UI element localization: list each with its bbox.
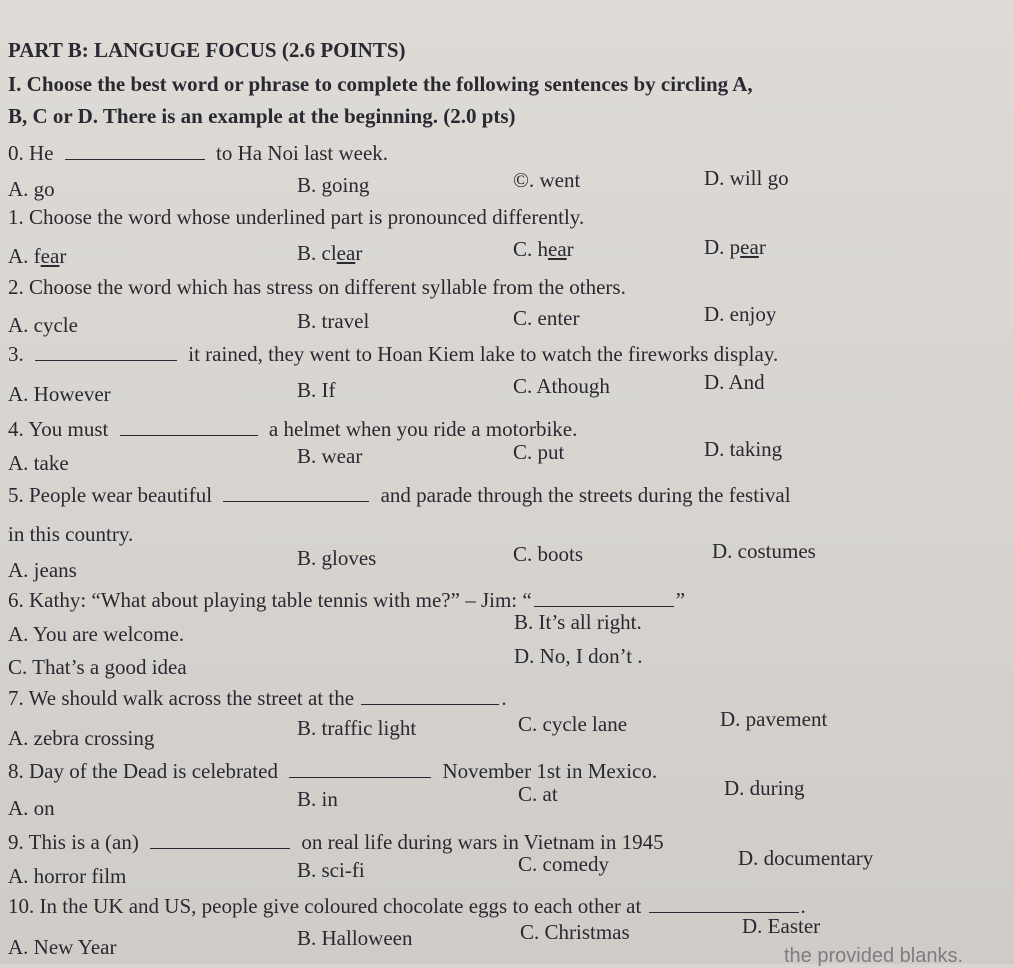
option-10-b[interactable]: B. Halloween xyxy=(297,926,413,950)
option-3-a[interactable]: A. However xyxy=(8,382,111,406)
option-5-c[interactable]: C. boots xyxy=(513,542,584,566)
option-6-a[interactable]: A. You are welcome. xyxy=(8,622,185,646)
option-9-c[interactable]: C. comedy xyxy=(518,852,609,876)
option-8-c[interactable]: C. at xyxy=(518,782,558,806)
option-1-d[interactable] xyxy=(704,235,766,259)
question-10-pre: 10. In the UK and US, people give coloured chocolate eggs to each other at xyxy=(8,894,642,918)
question-5-pre: 5. People wear beautiful xyxy=(8,483,213,507)
part-title: PART B: LANGUGE FOCUS (2.6 POINTS) xyxy=(8,38,406,62)
option-9-a[interactable]: A. horror film xyxy=(8,864,127,888)
question-9 xyxy=(8,830,664,854)
option-5-b[interactable]: B. gloves xyxy=(297,546,377,570)
question-7-pre: 7. We should walk across the street at the xyxy=(8,686,355,710)
option-2-a[interactable]: A. cycle xyxy=(8,313,78,337)
answer-blank-9[interactable] xyxy=(150,830,290,849)
option-10-a[interactable]: A. New Year xyxy=(8,935,117,959)
option-4-d[interactable]: D. taking xyxy=(704,437,783,461)
question-6 xyxy=(8,588,685,612)
question-7 xyxy=(8,686,507,710)
option-7-b[interactable]: B. traffic light xyxy=(297,716,417,740)
question-5-line-2: in this country. xyxy=(8,522,134,546)
question-3-pre: 3. xyxy=(8,342,24,366)
question-0 xyxy=(8,141,388,165)
option-10-c[interactable]: C. Christmas xyxy=(520,920,630,944)
question-8-post: November 1st in Mexico. xyxy=(442,759,658,783)
option-9-b[interactable]: B. sci-fi xyxy=(297,858,365,882)
option-1-c-post: r xyxy=(566,237,574,261)
question-8-pre: 8. Day of the Dead is celebrated xyxy=(8,759,278,783)
option-1-a[interactable] xyxy=(8,244,66,268)
option-2-b[interactable]: B. travel xyxy=(297,309,370,333)
option-2-c[interactable]: C. enter xyxy=(513,306,580,330)
option-4-c[interactable]: C. put xyxy=(513,440,565,464)
answer-blank-3[interactable] xyxy=(35,342,177,361)
question-6-pre: 6. Kathy: “What about playing table tennis with me?” – Jim: “ xyxy=(8,588,532,612)
option-1-d-pre: D. p xyxy=(704,235,741,259)
option-1-c-pre: C. h xyxy=(513,237,549,261)
option-6-b[interactable]: B. It’s all right. xyxy=(514,610,642,634)
option-4-b[interactable]: B. wear xyxy=(297,444,363,468)
option-1-a-pre: A. f xyxy=(8,244,41,268)
question-1: 1. Choose the word whose underlined part is pronounced differently. xyxy=(8,205,585,229)
answer-blank-6[interactable] xyxy=(534,588,674,607)
option-1-d-underlined: ea xyxy=(740,235,759,259)
option-7-a[interactable]: A. zebra crossing xyxy=(8,726,155,750)
question-5 xyxy=(8,483,791,507)
option-1-a-underlined: ea xyxy=(40,244,60,268)
footer-partial-text: the provided blanks. xyxy=(784,945,964,967)
option-0-c[interactable]: ©. went xyxy=(513,168,581,192)
option-6-d[interactable]: D. No, I don’t . xyxy=(514,644,643,668)
option-1-c-underlined: ea xyxy=(548,237,567,261)
option-6-c[interactable]: C. That’s a good idea xyxy=(8,655,187,679)
option-10-d[interactable]: D. Easter xyxy=(742,914,821,938)
option-4-a[interactable]: A. take xyxy=(8,451,69,475)
question-3-post: it rained, they went to Hoan Kiem lake to watch the fireworks display. xyxy=(188,342,779,366)
option-0-d[interactable]: D. will go xyxy=(704,166,789,190)
option-8-d[interactable]: D. during xyxy=(724,776,805,800)
answer-blank-5[interactable] xyxy=(223,483,369,502)
option-8-b[interactable]: B. in xyxy=(297,787,338,811)
answer-blank-7[interactable] xyxy=(361,686,499,705)
option-7-d[interactable]: D. pavement xyxy=(720,707,828,731)
option-1-c[interactable] xyxy=(513,237,574,261)
option-0-b[interactable]: B. going xyxy=(297,173,370,197)
option-5-d[interactable]: D. costumes xyxy=(712,539,816,563)
question-0-pre: 0. He xyxy=(8,141,54,165)
question-4-pre: 4. You must xyxy=(8,417,109,441)
option-1-d-post: r xyxy=(758,235,766,259)
option-7-c[interactable]: C. cycle lane xyxy=(518,712,628,736)
question-10 xyxy=(8,894,806,918)
option-1-b[interactable] xyxy=(297,241,362,265)
question-4 xyxy=(8,417,577,441)
option-3-d[interactable]: D. And xyxy=(704,370,765,394)
question-8 xyxy=(8,759,657,783)
question-4-post: a helmet when you ride a motorbike. xyxy=(268,417,578,441)
question-9-post: on real life during wars in Vietnam in 1945 xyxy=(301,830,664,854)
instruction-line-2: B, C or D. There is an example at the beginning. (2.0 pts) xyxy=(8,104,516,128)
question-6-post: ” xyxy=(675,588,686,612)
option-1-b-underlined: ea xyxy=(336,241,356,265)
option-1-b-post: r xyxy=(355,241,363,265)
answer-blank-8[interactable] xyxy=(289,759,431,778)
question-5-post: and parade through the streets during the festival xyxy=(380,483,791,507)
option-5-a[interactable]: A. jeans xyxy=(8,558,77,582)
answer-blank-10[interactable] xyxy=(649,894,799,913)
question-9-pre: 9. This is a (an) xyxy=(8,830,139,854)
option-1-b-pre: B. cl xyxy=(297,241,337,265)
question-10-post: . xyxy=(800,894,806,918)
option-0-a[interactable]: A. go xyxy=(8,177,55,201)
option-3-c[interactable]: C. Athough xyxy=(513,374,610,398)
option-8-a[interactable]: A. on xyxy=(8,796,55,820)
option-2-d[interactable]: D. enjoy xyxy=(704,302,777,326)
answer-blank-0[interactable] xyxy=(65,141,205,160)
question-7-post: . xyxy=(501,686,507,710)
instruction-line-1: I. Choose the best word or phrase to complete the following sentences by circling A, xyxy=(8,72,753,96)
question-0-post: to Ha Noi last week. xyxy=(216,141,389,165)
answer-blank-4[interactable] xyxy=(120,417,258,436)
question-2: 2. Choose the word which has stress on different syllable from the others. xyxy=(8,275,626,299)
option-3-b[interactable]: B. If xyxy=(297,378,336,402)
option-1-a-post: r xyxy=(59,244,67,268)
question-3 xyxy=(8,342,778,366)
option-9-d[interactable]: D. documentary xyxy=(738,846,874,870)
